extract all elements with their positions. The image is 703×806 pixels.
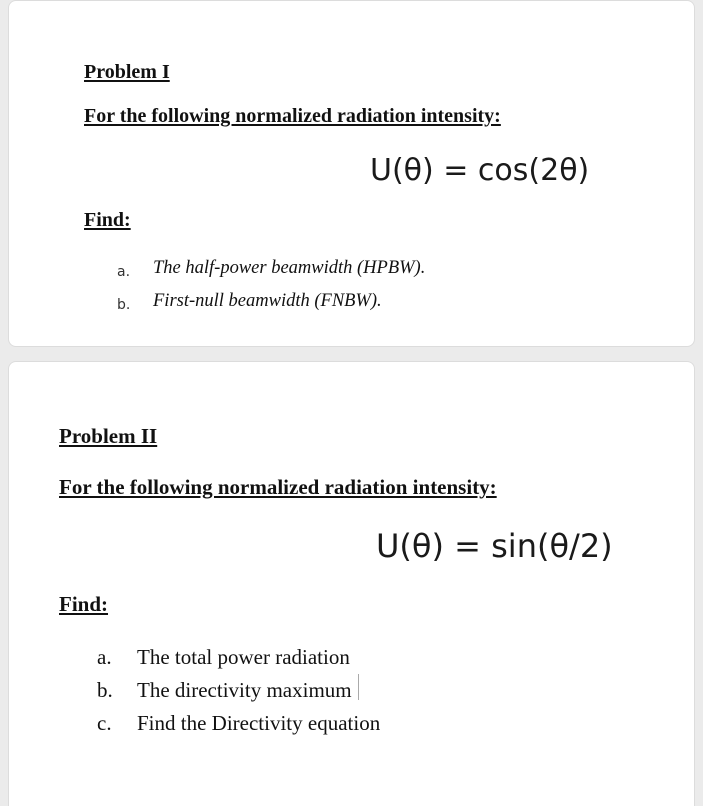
problem-2-intro: For the following normalized radiation intensity: — [59, 475, 497, 499]
problem-1-list — [117, 254, 425, 320]
problem-2-card — [8, 361, 695, 806]
text-cursor — [358, 674, 359, 700]
problem-2-list — [97, 641, 380, 740]
problem-1-find-label: Find: — [84, 209, 131, 231]
problem-2-equation: U(θ) = sin(θ/2) — [376, 527, 613, 565]
problem-2-title: Problem II — [59, 424, 158, 448]
problem-1-title: Problem I — [84, 61, 170, 83]
list-item — [97, 641, 380, 674]
problem-2-find-label: Find: — [59, 592, 109, 616]
problem-1-card — [8, 0, 695, 347]
list-item-text: The directivity maximum — [137, 678, 352, 702]
list-marker: b. — [97, 678, 113, 702]
problem-1-equation: U(θ) = cos(2θ) — [370, 153, 590, 188]
list-item-text: First-null beamwidth (FNBW). — [153, 291, 382, 311]
list-item — [117, 287, 425, 320]
list-marker: a. — [117, 264, 131, 280]
list-marker: c. — [97, 711, 112, 735]
list-item-text: Find the Directivity equation — [137, 711, 381, 735]
list-marker: a. — [97, 645, 112, 669]
list-item — [117, 254, 425, 287]
list-item — [97, 707, 380, 740]
problem-1-intro: For the following normalized radiation intensity: — [84, 105, 501, 127]
list-item-text: The half-power beamwidth (HPBW). — [153, 258, 426, 278]
list-marker: b. — [117, 297, 131, 313]
list-item — [97, 674, 380, 707]
list-item-text: The total power radiation — [137, 645, 350, 669]
